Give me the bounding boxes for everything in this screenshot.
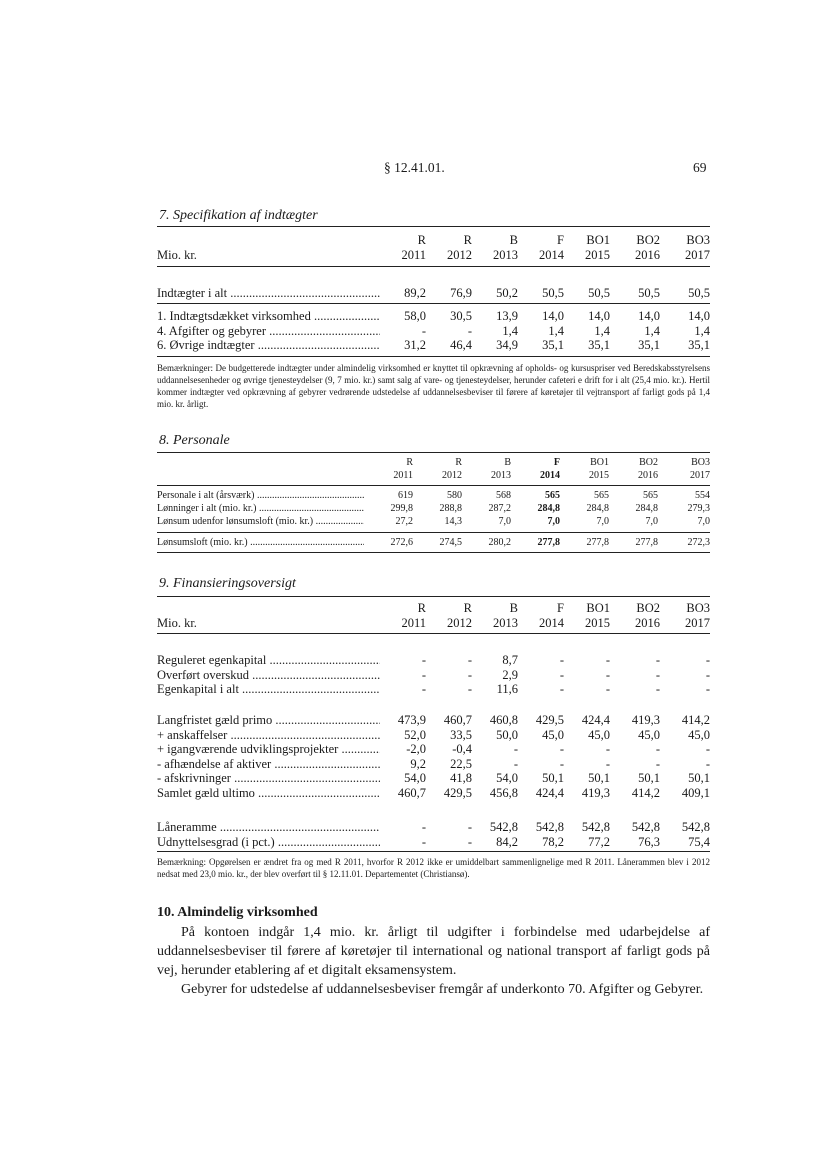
cell-value: 50,1 [588, 771, 610, 785]
financing-header-table [157, 601, 710, 630]
col-code: F [557, 601, 564, 615]
cell-value: 50,0 [496, 727, 518, 742]
cell-value: 473,9 [397, 713, 426, 727]
cell-value: 45,0 [688, 727, 710, 742]
cell-value: - [559, 682, 564, 696]
cell-value: 565 [643, 490, 658, 501]
divider [157, 452, 710, 453]
debt-table [157, 713, 710, 800]
cell-value: 14,0 [638, 309, 660, 323]
cell-value: 287,2 [488, 503, 511, 514]
table-row [157, 682, 710, 697]
col-year: 2017 [685, 247, 710, 262]
personnel-table [157, 489, 710, 528]
cell-value: 419,3 [631, 713, 660, 727]
cell-value: 77,2 [588, 834, 610, 849]
col-code: F [557, 233, 564, 247]
cell-value: - [421, 667, 426, 682]
cell-value: - [705, 742, 710, 756]
divider [157, 356, 710, 357]
cell-value: 27,2 [395, 516, 413, 527]
cell-value: 35,1 [588, 338, 610, 352]
table-row [157, 309, 710, 324]
income-table [157, 233, 710, 262]
cell-value: 84,2 [496, 834, 518, 849]
cell-value: - [421, 653, 426, 667]
divider [157, 303, 710, 304]
cell-value: 284,8 [586, 503, 609, 514]
col-code: R [455, 457, 462, 468]
col-year: 2014 [539, 615, 564, 630]
cell-value: 9,2 [410, 756, 426, 771]
section-7-title: 7. Specifikation af indtægter [159, 208, 318, 223]
unit-label: Mio. kr. [157, 247, 197, 262]
cell-value: 580 [447, 490, 462, 501]
cell-value: 50,5 [638, 286, 660, 300]
cell-value: 277,8 [635, 537, 658, 548]
cell-value: -2,0 [406, 742, 426, 756]
table-row [157, 668, 710, 683]
cell-value: - [559, 667, 564, 682]
table-row [157, 820, 710, 835]
row-label: Egenkapital i alt [157, 682, 239, 696]
col-year: 2016 [635, 247, 660, 262]
divider [157, 532, 710, 533]
cell-value: 272,3 [687, 537, 710, 548]
cell-value: 46,4 [450, 338, 472, 352]
divider [157, 596, 710, 597]
cell-value: 89,2 [404, 286, 426, 300]
section-7-note: Bemærkninger: De budgetterede indtægter under almindelig virksomhed er knyttet til opkrævning af opholds- og kursuspriser ved Beredskabsstyrelsens uddannelsesenheder og øvrige tjenesteydelser (9, 7 mio. kr.) samt salg af vare- og tjenesteydelser, herunder cafeteri e drift for i alt (25,4 mio. kr.). Hertil kommer indtægter ved opkrævning af gebyrer vedrørende udstedelse af uddannelsesbeviser til førere af køretøjer til vejtransport af farligt gods på 1,4 mio. kr. årligt. [157, 363, 710, 409]
table-row [157, 653, 710, 668]
row-label: + igangværende udviklingsprojekter [157, 742, 339, 756]
cell-value: 50,1 [688, 771, 710, 785]
cell-value: - [467, 667, 472, 682]
cell-value: 35,1 [688, 338, 710, 352]
cell-value: 50,1 [542, 771, 564, 785]
cell-value: - [421, 820, 426, 834]
col-year: 2013 [491, 470, 511, 481]
divider [157, 633, 710, 634]
divider [157, 851, 710, 852]
cell-value: 78,2 [542, 834, 564, 849]
cell-value: 45,0 [638, 727, 660, 742]
col-code: B [509, 601, 518, 615]
section-9-title: 9. Finansieringsoversigt [159, 576, 296, 591]
row-label: Udnyttelsesgrad (i pct.) [157, 834, 275, 849]
cell-value: 554 [695, 490, 710, 501]
table-row [157, 835, 710, 850]
cell-value: 76,9 [450, 286, 472, 300]
divider [157, 266, 710, 267]
cell-value: 58,0 [404, 309, 426, 323]
row-label: Indtægter i alt [157, 286, 228, 300]
cell-value: - [467, 323, 472, 338]
row-label: 1. Indtægtsdækket virksomhed [157, 309, 311, 323]
cell-value: 22,5 [450, 756, 472, 771]
col-code: BO2 [636, 233, 660, 247]
cell-value: 50,2 [496, 286, 518, 300]
cell-value: 13,9 [496, 309, 518, 323]
cell-value: - [559, 653, 564, 667]
col-code: R [417, 233, 426, 247]
table-row [157, 742, 710, 757]
row-label: Lønninger i alt (mio. kr.) [157, 503, 257, 514]
cell-value: 45,0 [542, 727, 564, 742]
cell-value: 424,4 [581, 713, 610, 727]
cell-value: 288,8 [439, 503, 462, 514]
table-row [157, 728, 710, 743]
section-10-paragraph: På kontoen indgår 1,4 mio. kr. årligt til udgifter i forbindelse med udarbejdelse af uddannelsesbeviser til førere af køretøjer til international og national transport af farligt gods på vej, herunder etablering af et digitalt eksamensystem. [157, 925, 710, 978]
row-label: Lønsum udenfor lønsumsloft (mio. kr.) [157, 516, 314, 527]
row-label: Personale i alt (årsværk) [157, 490, 255, 501]
cell-value: 1,4 [644, 323, 660, 338]
loan-table [157, 820, 710, 849]
col-code: R [463, 601, 472, 615]
table-row [157, 502, 710, 515]
row-label: Låneramme [157, 820, 217, 834]
cell-value: -0,4 [452, 742, 472, 756]
cell-value: 54,0 [496, 771, 518, 785]
cell-value: - [605, 756, 610, 771]
col-year: 2015 [585, 615, 610, 630]
col-year: 2013 [493, 247, 518, 262]
cell-value: - [559, 742, 564, 756]
cell-value: 568 [496, 490, 511, 501]
col-code: BO3 [686, 601, 710, 615]
row-label: Reguleret egenkapital [157, 653, 267, 667]
col-year: 2015 [589, 470, 609, 481]
cell-value: 1,4 [548, 323, 564, 338]
section-10-title: 10. Almindelig virksomhed [157, 905, 318, 920]
cell-value: 1,4 [594, 323, 610, 338]
cell-value: 34,9 [496, 338, 518, 352]
cell-value: 565 [594, 490, 609, 501]
col-year: 2012 [442, 470, 462, 481]
cell-value: - [467, 820, 472, 834]
equity-table [157, 653, 710, 697]
col-year: 2012 [447, 247, 472, 262]
table-row [157, 786, 710, 801]
cell-value: 14,0 [688, 309, 710, 323]
cell-value: 14,3 [444, 516, 462, 527]
cell-value: 35,1 [542, 338, 564, 352]
section-reference: § 12.41.01. [384, 160, 445, 175]
cell-value: 7,0 [547, 516, 560, 527]
section-8-title: 8. Personale [159, 433, 230, 448]
cell-value: 2,9 [502, 667, 518, 682]
cell-value: 542,8 [489, 820, 518, 834]
col-code: BO3 [686, 233, 710, 247]
cell-value: 45,0 [588, 727, 610, 742]
cell-value: 279,3 [687, 503, 710, 514]
cell-value: 35,1 [638, 338, 660, 352]
cell-value: - [467, 834, 472, 849]
cell-value: 76,3 [638, 834, 660, 849]
cell-value: 8,7 [502, 653, 518, 667]
table-row [157, 324, 710, 339]
row-label: 4. Afgifter og gebyrer [157, 323, 266, 338]
col-year: 2017 [690, 470, 710, 481]
cell-value: - [559, 756, 564, 771]
cell-value: 619 [398, 490, 413, 501]
table-row [157, 713, 710, 728]
cell-value: - [513, 742, 518, 756]
col-year: 2014 [539, 247, 564, 262]
cell-value: 542,8 [681, 820, 710, 834]
cell-value: 41,8 [450, 771, 472, 785]
personnel-header-table [157, 456, 710, 482]
cell-value: 274,5 [439, 537, 462, 548]
cell-value: - [655, 682, 660, 696]
cell-value: 460,8 [489, 713, 518, 727]
cell-value: - [655, 653, 660, 667]
section-9-note: Bemærkning: Opgørelsen er ændret fra og med R 2011, hvorfor R 2012 ikke er umiddelbart sammenlignelige med R 2011. Lånerammen blev i 2012 nedsat med 23,0 mio. kr., der blev overført til § 12.11.01. Departementet (Christiansø). [157, 857, 710, 879]
cell-value: - [421, 323, 426, 338]
cell-value: 460,7 [443, 713, 472, 727]
cell-value: - [655, 742, 660, 756]
row-label: - afskrivninger [157, 771, 231, 785]
cell-value: 11,6 [496, 682, 518, 696]
cell-value: - [655, 756, 660, 771]
cell-value: - [421, 834, 426, 849]
cell-value: - [605, 742, 610, 756]
income-total-table [157, 286, 710, 301]
table-row [157, 338, 710, 353]
cell-value: 54,0 [404, 771, 426, 785]
cell-value: - [605, 653, 610, 667]
cell-value: 7,0 [498, 516, 511, 527]
cell-value: - [655, 667, 660, 682]
page-number: 69 [693, 160, 707, 175]
cell-value: 7,0 [697, 516, 710, 527]
col-year: 2014 [540, 470, 560, 481]
cell-value: - [705, 667, 710, 682]
cell-value: 456,8 [489, 785, 518, 800]
col-code: R [406, 457, 413, 468]
row-label: + anskaffelser [157, 727, 228, 742]
cell-value: 299,8 [390, 503, 413, 514]
col-code: BO2 [636, 601, 660, 615]
col-code: BO3 [691, 457, 710, 468]
cell-value: - [467, 653, 472, 667]
col-year: 2015 [585, 247, 610, 262]
table-row [157, 757, 710, 772]
cell-value: 565 [545, 490, 560, 501]
col-year: 2017 [685, 615, 710, 630]
col-year: 2011 [401, 247, 426, 262]
table-row [157, 515, 710, 528]
col-year: 2011 [401, 615, 426, 630]
personnel-total-table [157, 536, 710, 549]
cell-value: - [705, 682, 710, 696]
cell-value: 419,3 [581, 785, 610, 800]
table-row [157, 286, 710, 301]
section-10-paragraph: Gebyrer for udstedelse af uddannelsesbeviser fremgår af underkonto 70. Afgifter og Gebyrer. [181, 982, 704, 997]
cell-value: - [421, 682, 426, 696]
cell-value: 280,2 [488, 537, 511, 548]
cell-value: 1,4 [694, 323, 710, 338]
col-code: BO1 [590, 457, 609, 468]
cell-value: 429,5 [443, 785, 472, 800]
cell-value: 50,5 [688, 286, 710, 300]
row-label: 6. Øvrige indtægter [157, 338, 255, 352]
cell-value: 7,0 [645, 516, 658, 527]
cell-value: - [605, 682, 610, 696]
cell-value: 52,0 [404, 727, 426, 742]
cell-value: 460,7 [397, 785, 426, 800]
col-code: R [417, 601, 426, 615]
cell-value: 7,0 [596, 516, 609, 527]
cell-value: - [513, 756, 518, 771]
row-label: Langfristet gæld primo [157, 713, 273, 727]
col-code: B [504, 457, 511, 468]
divider [157, 226, 710, 227]
cell-value: 14,0 [542, 309, 564, 323]
cell-value: - [705, 756, 710, 771]
col-code: F [553, 457, 560, 468]
cell-value: 542,8 [631, 820, 660, 834]
cell-value: 1,4 [502, 323, 518, 338]
row-label: Overført overskud [157, 667, 249, 682]
col-year: 2013 [493, 615, 518, 630]
divider [157, 552, 710, 553]
row-label: Lønsumsloft (mio. kr.) [157, 537, 248, 548]
cell-value: 414,2 [631, 785, 660, 800]
cell-value: 424,4 [535, 785, 564, 800]
table-row [157, 771, 710, 786]
cell-value: 284,8 [635, 503, 658, 514]
cell-value: 277,8 [586, 537, 609, 548]
cell-value: 50,5 [588, 286, 610, 300]
cell-value: - [605, 667, 610, 682]
row-label: Samlet gæld ultimo [157, 785, 255, 800]
cell-value: 429,5 [535, 713, 564, 727]
cell-value: 33,5 [450, 727, 472, 742]
col-code: R [463, 233, 472, 247]
cell-value: - [467, 682, 472, 696]
cell-value: 50,5 [542, 286, 564, 300]
cell-value: 30,5 [450, 309, 472, 323]
cell-value: 277,8 [537, 537, 560, 548]
col-code: B [509, 233, 518, 247]
cell-value: 284,8 [537, 503, 560, 514]
cell-value: 542,8 [535, 820, 564, 834]
col-year: 2012 [447, 615, 472, 630]
col-code: BO2 [639, 457, 658, 468]
unit-label: Mio. kr. [157, 615, 197, 630]
divider [157, 485, 710, 486]
income-rows-table [157, 309, 710, 353]
cell-value: 409,1 [681, 785, 710, 800]
col-code: BO1 [586, 233, 610, 247]
table-row [157, 536, 710, 549]
cell-value: - [705, 653, 710, 667]
cell-value: 542,8 [581, 820, 610, 834]
cell-value: 272,6 [390, 537, 413, 548]
col-year: 2011 [393, 470, 413, 481]
row-label: - afhændelse af aktiver [157, 756, 272, 771]
col-year: 2016 [638, 470, 658, 481]
cell-value: 31,2 [404, 338, 426, 352]
cell-value: 50,1 [638, 771, 660, 785]
cell-value: 14,0 [588, 309, 610, 323]
col-year: 2016 [635, 615, 660, 630]
cell-value: 414,2 [681, 713, 710, 727]
col-code: BO1 [586, 601, 610, 615]
cell-value: 75,4 [688, 834, 710, 849]
table-row [157, 489, 710, 502]
